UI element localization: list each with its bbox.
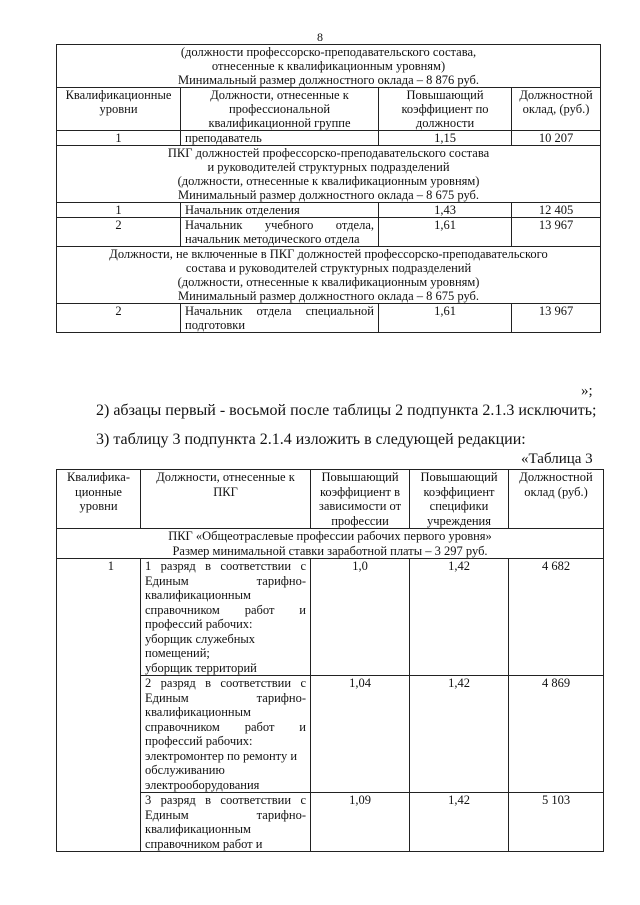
- table2-continued-title: (должности профессорско-преподавательского состава, отнесенные к квалификационным уровням) Минимальный размер должностного оклада – 8 876 руб.: [57, 45, 601, 88]
- table3-header-row: [57, 470, 604, 529]
- table2-closing-quote: »;: [581, 383, 593, 399]
- table3-group-title: ПКГ «Общеотраслевые профессии рабочих первого уровня» Размер минимальной ставки заработной платы – 3 297 руб.: [57, 529, 604, 559]
- table2-header-row: [57, 88, 601, 131]
- table-row: 1 преподаватель 1,15 10 207: [57, 131, 601, 146]
- salary-table-3: [56, 469, 604, 852]
- header-salary: Должностной оклад, (руб.): [512, 88, 601, 131]
- header-salary: Должностной оклад (руб.): [509, 470, 604, 529]
- header-institution-coefficient: Повышающий коэффициент специфики учреждения: [410, 470, 509, 529]
- table-row: 2 Начальник отдела специальной подготовки 1,61 13 967: [57, 304, 601, 333]
- amendment-paragraph-3: 3) таблицу 3 подпункта 2.1.4 изложить в следующей редакции:: [96, 431, 526, 448]
- table2-group-title: ПКГ должностей профессорско-преподавательского состава и руководителей структурных подразделений (должности, отнесенные к квалификационным уровням) Минимальный размер должностного оклада – 8 675 руб.: [57, 146, 601, 203]
- table-row: 2 Начальник учебного отдела, начальник методического отдела 1,61 13 967: [57, 218, 601, 247]
- header-coefficient: Повышающий коэффициент по должности: [379, 88, 512, 131]
- table3-caption: «Таблица 3: [521, 451, 593, 467]
- qualification-level: 1: [57, 559, 141, 852]
- table2-group-title: Должности, не включенные в ПКГ должностей профессорско-преподавательского состава и руководителей структурных подразделений (должности, отнесенные к квалификационным уровням) Минимальный размер должностного оклада – 8 675 руб.: [57, 247, 601, 304]
- table-row: 1 Начальник отделения 1,43 12 405: [57, 203, 601, 218]
- header-positions: Должности, отнесенные к ПКГ: [141, 470, 311, 529]
- amendment-paragraph-2: 2) абзацы первый - восьмой после таблицы 2 подпункта 2.1.3 исключить;: [96, 402, 597, 419]
- header-profession-coefficient: Повышающий коэффициент в зависимости от профессии: [311, 470, 410, 529]
- table-row: 1 1 разряд в соответствии с Единым тарифно-квалификационным справочником работ и профессий рабочих: уборщик служебных помещений; уборщик территорий 1,0 1,42 4 682: [57, 559, 604, 676]
- table-row: 3 разряд в соответствии с Единым тарифно-квалификационным справочником работ и 1,09 1,42 5 103: [57, 793, 604, 852]
- page-number: 8: [317, 30, 323, 44]
- header-qualification-levels: Квалифика-ционные уровни: [57, 470, 141, 529]
- header-qualification-levels: Квалификационные уровни: [57, 88, 181, 131]
- header-positions: Должности, отнесенные к профессиональной квалификационной группе: [181, 88, 379, 131]
- salary-table-2-continued: [56, 44, 601, 333]
- table-row: 2 разряд в соответствии с Единым тарифно-квалификационным справочником работ и профессий рабочих: электромонтер по ремонту и обслуживанию электрооборудования 1,04 1,42 4 869: [57, 676, 604, 793]
